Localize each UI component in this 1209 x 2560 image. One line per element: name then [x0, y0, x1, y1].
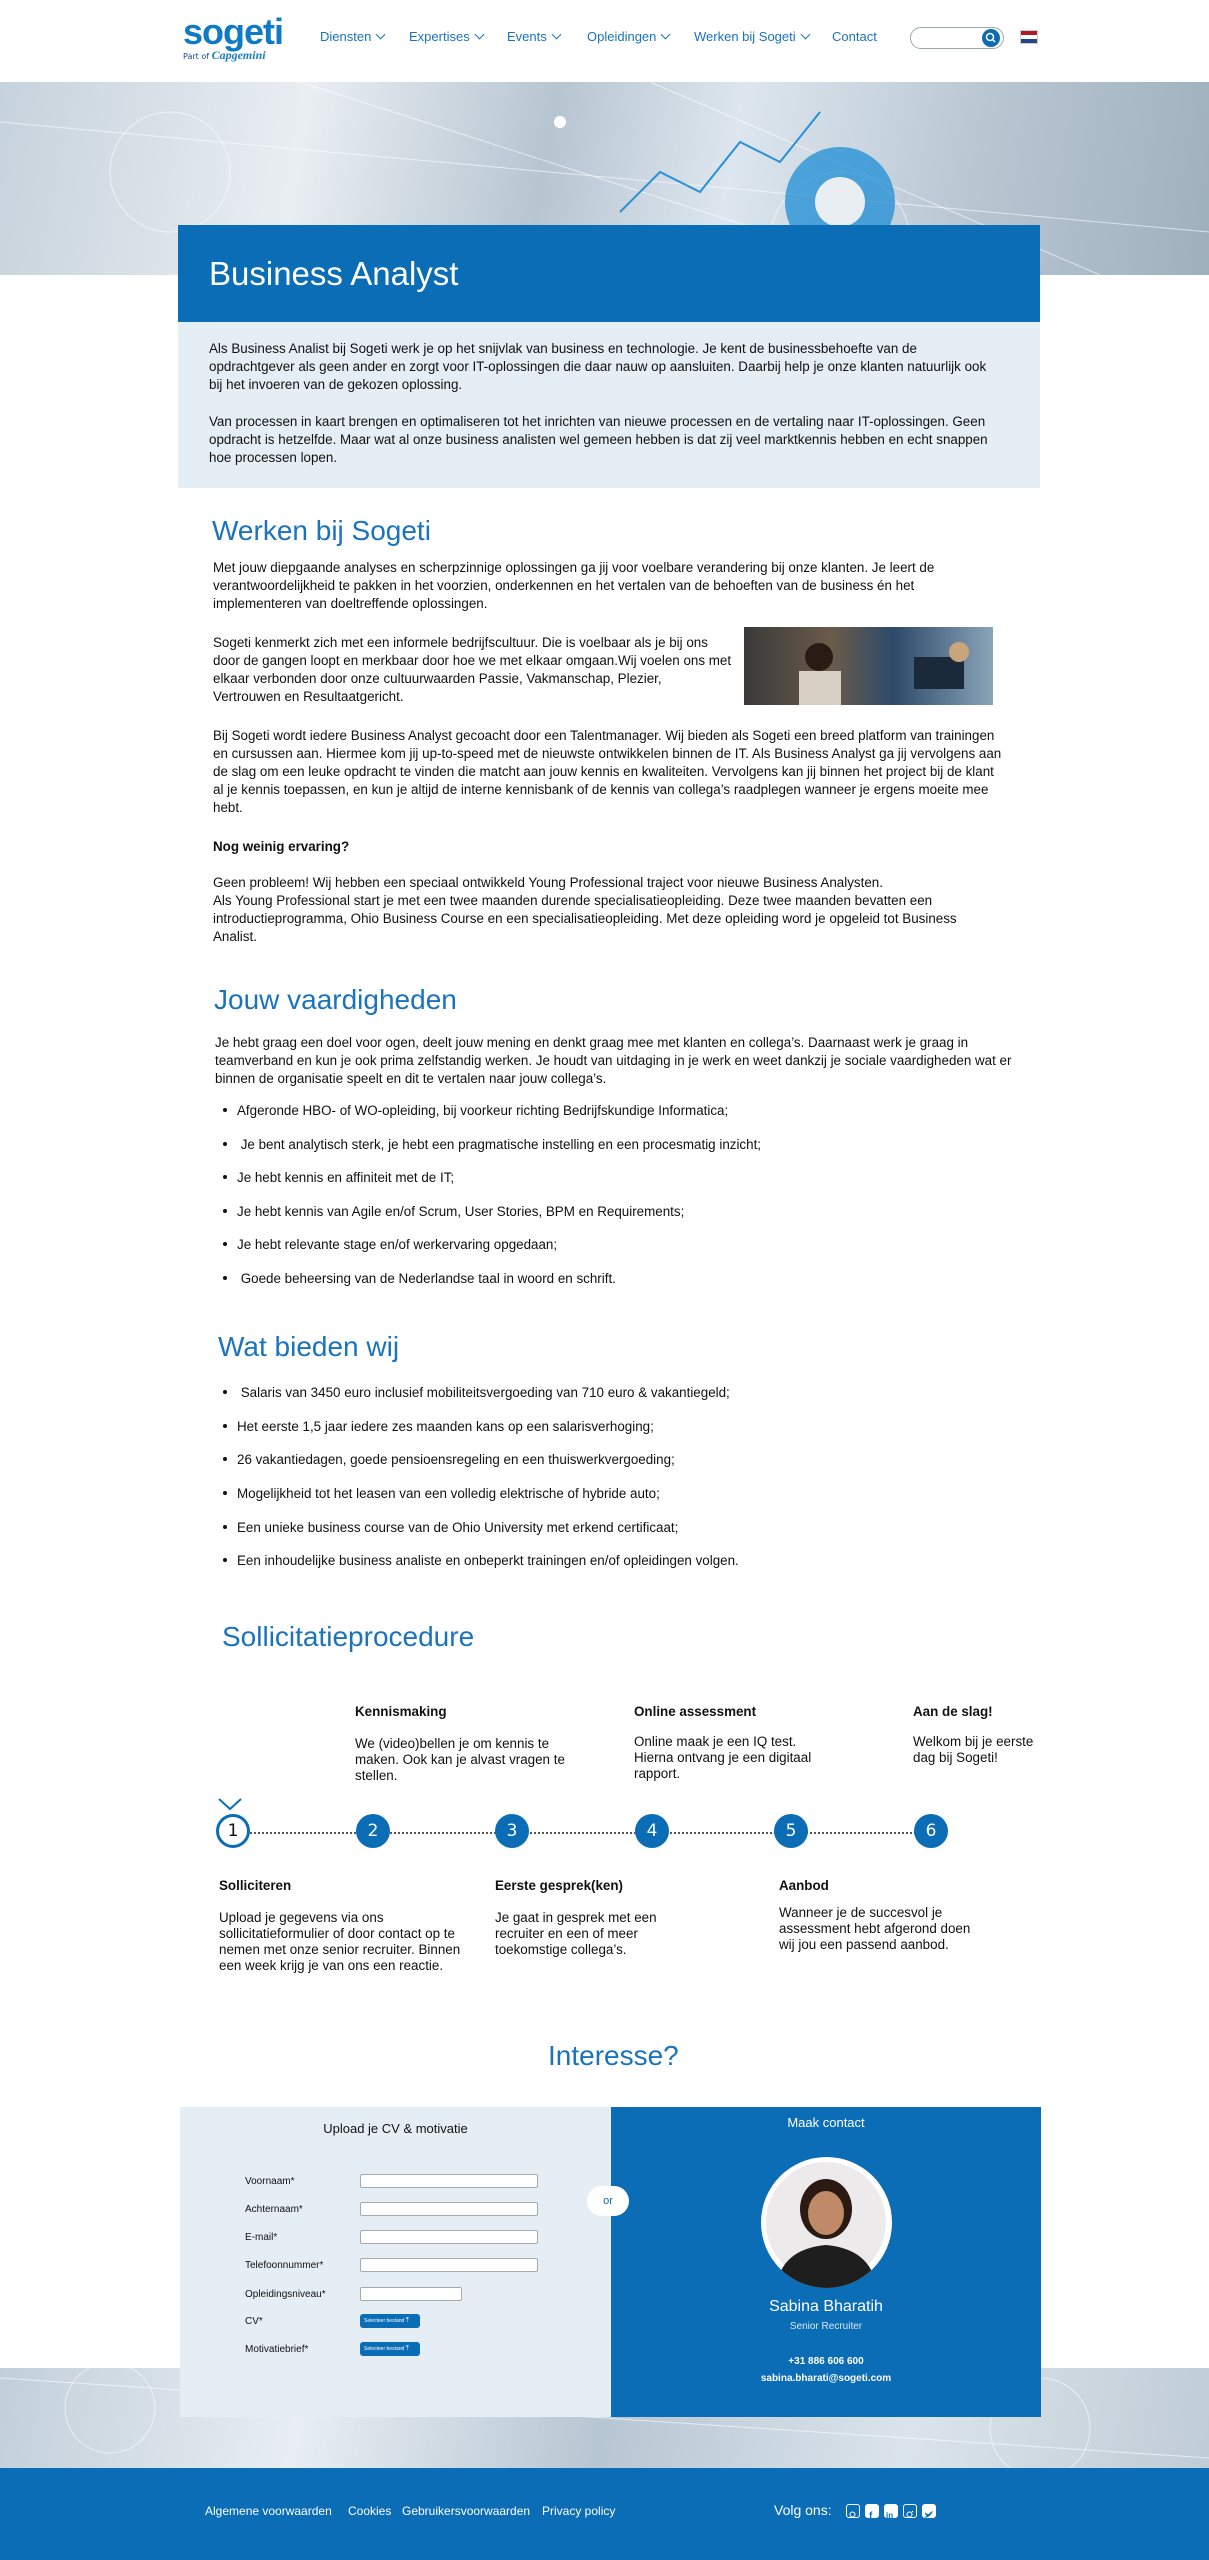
- bieden-heading: Wat bieden wij: [218, 1331, 400, 1362]
- werken-paragraph-1: Met jouw diepgaande analyses en scherpzinnige oplossingen ga jij voor voelbare verandering bij onze klanten. Je leert de verantwoordelijkheid te pakken in het voorzien, onderkennen en het vertalen van de behoeften van de business én het implementeren van doeltreffende oplossingen.: [213, 560, 935, 611]
- step-circle-1[interactable]: 1: [216, 1814, 250, 1848]
- footer-link-algemene-voorwaarden[interactable]: Algemene voorwaarden: [205, 2504, 332, 2518]
- step-title-3: Eerste gesprek(ken): [495, 1878, 624, 1893]
- list-item: Je hebt relevante stage en/of werkervaring opgedaan;: [223, 1237, 557, 1252]
- field-label-achternaam: Achternaam*: [245, 2204, 303, 2215]
- step-text-5: Wanneer je de succesvol je assessment hebt afgerond doen wij jou een passend aanbod.: [779, 1905, 971, 1952]
- upload-icon: ⤒: [405, 2317, 409, 2324]
- list-item: 26 vakantiedagen, goede pensioensregeling en een thuiswerkvergoeding;: [223, 1452, 675, 1467]
- procedure-heading: Sollicitatieprocedure: [222, 1621, 475, 1652]
- recruiter-portrait: [761, 2157, 892, 2288]
- contact-name: Sabina Bharatih: [769, 2298, 883, 2315]
- footer-link-cookies[interactable]: Cookies: [348, 2504, 392, 2518]
- svg-text:f: f: [869, 2511, 873, 2520]
- contact-title: Maak contact: [787, 2115, 865, 2130]
- voornaam-field[interactable]: [360, 2174, 538, 2188]
- list-item: Goede beheersing van de Nederlandse taal in woord en schrift.: [223, 1271, 616, 1286]
- werken-subheading: Nog weinig ervaring?: [213, 839, 350, 854]
- svg-text:in: in: [886, 2511, 894, 2520]
- werken-paragraph-3: Bij Sogeti wordt iedere Business Analyst gecoacht door een Talentmanager. Wij bieden als Sogeti een breed platform van trainingen en cursussen aan. Hiermee kom jij up-to-speed met de nieuwste ontwikkelen binnen de IT. Als Business Analyst ga jij vervolgens aan de slag om een leuke opdracht te vinden die matcht aan jouw kennis en kwaliteiten. Vervolgens kan jij binnen het project bij de klant al je kennis toepassen, en kun je altijd de interne kennisbank of de kennis van collega’s raadplegen wanneer je ergens moeite mee hebt.: [213, 728, 1002, 815]
- nav-werken-bij-sogeti[interactable]: Werken bij Sogeti: [694, 29, 809, 49]
- facebook-icon[interactable]: [865, 2504, 879, 2518]
- chevron-down-icon: [474, 30, 484, 40]
- step-text-6: Welkom bij je eerste dag bij Sogeti!: [913, 1734, 1034, 1765]
- step-circle-5[interactable]: 5: [774, 1814, 808, 1848]
- upload-icon: ⤒: [405, 2345, 409, 2352]
- nav-events[interactable]: Events: [507, 29, 560, 49]
- vaardigheden-heading: Jouw vaardigheden: [214, 984, 457, 1015]
- linkedin-icon[interactable]: [884, 2504, 898, 2518]
- werken-heading: Werken bij Sogeti: [212, 515, 431, 546]
- chevron-down-icon: [551, 30, 561, 40]
- chevron-down-icon: [376, 30, 386, 40]
- step-chevron-icon: [217, 1796, 243, 1810]
- step-circle-3[interactable]: 3: [495, 1814, 529, 1848]
- list-item: Je hebt kennis van Agile en/of Scrum, User Stories, BPM en Requirements;: [223, 1204, 684, 1219]
- team-photo: [744, 627, 993, 705]
- contact-email[interactable]: sabina.bharati@sogeti.com: [760, 2373, 892, 2384]
- logo-subline: Part of Capgemini: [183, 48, 266, 62]
- intro-paragraph-1: Als Business Analist bij Sogeti werk je op het snijvlak van business en technologie. Je kent de businessbehoefte van de opdrachtgever als geen ander en zorgt voor IT-oplossingen die daar nauw op aansluiten. Daarbij help je onze klanten natuurlijk ook bij het invoeren van de gekozen oplossing.: [209, 341, 987, 392]
- nav-contact[interactable]: Contact: [832, 29, 877, 44]
- step-text-1: Upload je gegevens via ons sollicitatieformulier of door contact op te nemen met onze senior recruiter. Binnen een week krijg je van ons een reactie.: [219, 1910, 461, 1973]
- list-item: Salaris van 3450 euro inclusief mobiliteitsvergoeding van 710 euro & vakantiegeld;: [223, 1385, 730, 1400]
- recruiter-avatar: [761, 2157, 892, 2288]
- step-title-4: Online assessment: [634, 1704, 757, 1719]
- list-item: Een inhoudelijke business analiste en onbeperkt trainingen en/of opleidingen volgen.: [223, 1553, 739, 1568]
- step-text-4: Online maak je een IQ test. Hierna ontvang je een digitaal rapport.: [634, 1734, 812, 1781]
- page-title-box: [178, 225, 1040, 322]
- chevron-down-icon: [800, 30, 810, 40]
- field-label-cv: CV*: [245, 2316, 263, 2327]
- contact-role: Senior Recruiter: [789, 2321, 863, 2332]
- list-item: Mogelijkheid tot het leasen van een volledig elektrische of hybride auto;: [223, 1486, 660, 1501]
- step-title-5: Aanbod: [779, 1878, 829, 1893]
- page-title: Business Analyst: [209, 255, 459, 292]
- footer-link-gebruikersvoorwaarden[interactable]: Gebruikersvoorwaarden: [402, 2504, 531, 2518]
- interesse-heading: Interesse?: [548, 2040, 679, 2071]
- werken-paragraph-4b: Als Young Professional start je met een twee maanden durende specialisatieopleiding. Deze twee maanden bevatten een introductieprogramma, Ohio Business Course en een specialisatieopleiding. Met deze opleiding word je opgeleid tot Business Analist.: [213, 893, 957, 944]
- instagram-camera-icon[interactable]: [903, 2504, 917, 2518]
- nav-expertises[interactable]: Expertises: [409, 29, 483, 49]
- intro-box: [178, 322, 1040, 488]
- contact-phone[interactable]: +31 886 606 600: [788, 2356, 864, 2367]
- field-label-telefoon: Telefoonnummer*: [245, 2260, 324, 2271]
- or-divider: or: [587, 2186, 629, 2216]
- intro-paragraph-2: Van processen in kaart brengen en optimaliseren tot het inrichten van nieuwe processen en de vertaling naar IT-oplossingen. Geen opdracht is hetzelfde. Maar wat al onze business analisten wel gemeen hebben is dat zij veel marktkennis hebben en echt snappen hoe processen lopen.: [209, 414, 988, 465]
- search-icon[interactable]: [982, 29, 1000, 47]
- vaardigheden-intro: Je hebt graag een doel voor ogen, deelt jouw mening en denkt graag mee met klanten en collega’s. Daarnaast werk je graag in teamverband en kun je ook prima zelfstandig werken. Je houdt van uitdaging in je werk en weet dankzij je sociale vaardigheden wat er binnen de organisatie speelt en dit te vertalen naar jouw collega’s.: [215, 1035, 1012, 1086]
- field-label-voornaam: Voornaam*: [245, 2176, 295, 2187]
- list-item: Afgeronde HBO- of WO-opleiding, bij voorkeur richting Bedrijfskundige Informatica;: [223, 1103, 728, 1118]
- field-label-motivatiebrief: Motivatiebrief*: [245, 2344, 309, 2355]
- motivatiebrief-upload-button[interactable]: Selecteer bestand ⤒: [360, 2342, 420, 2356]
- field-label-email: E-mail*: [245, 2232, 278, 2243]
- step-connector-line: [250, 1832, 940, 1834]
- twitter-icon[interactable]: [922, 2504, 936, 2518]
- nav-diensten[interactable]: Diensten: [320, 29, 384, 49]
- list-item: Je hebt kennis en affiniteit met de IT;: [223, 1170, 454, 1185]
- follow-label: Volg ons:: [774, 2502, 832, 2518]
- telefoon-field[interactable]: [360, 2258, 538, 2272]
- nav-opleidingen[interactable]: Opleidingen: [587, 29, 669, 49]
- email-field[interactable]: [360, 2230, 538, 2244]
- chevron-down-icon: [661, 30, 671, 40]
- logo-wordmark: sogeti: [183, 11, 284, 52]
- footer-link-privacy-policy[interactable]: Privacy policy: [542, 2504, 616, 2518]
- werken-paragraph-4a: Geen probleem! Wij hebben een speciaal ontwikkeld Young Professional traject voor nieuwe Business Analysten.: [213, 875, 883, 890]
- step-text-2: We (video)bellen je om kennis te maken. Ook kan je alvast vragen te stellen.: [355, 1736, 565, 1783]
- cv-upload-button[interactable]: Selecteer bestand ⤒: [360, 2314, 420, 2328]
- team-photo-illustration: [744, 627, 993, 705]
- step-title-6: Aan de slag!: [913, 1704, 993, 1719]
- sogeti-logo[interactable]: [183, 11, 284, 66]
- netherlands-flag-icon[interactable]: [1020, 30, 1038, 44]
- achternaam-field[interactable]: [360, 2202, 538, 2216]
- form-title: Upload je CV & motivatie: [323, 2121, 468, 2136]
- list-item: Het eerste 1,5 jaar iedere zes maanden kans op een salarisverhoging;: [223, 1419, 654, 1434]
- step-circle-4[interactable]: 4: [635, 1814, 669, 1848]
- opleidingsniveau-select[interactable]: [360, 2287, 462, 2301]
- werken-paragraph-2: Sogeti kenmerkt zich met een informele bedrijfscultuur. Die is voelbaar als je bij ons door de gangen loopt en merkbaar door hoe we met elkaar omgaan.Wij voelen ons met elkaar verbonden door onze cultuurwaarden Passie, Vakmanschap, Plezier, Vertrouwen en Resultaatgericht.: [213, 635, 732, 704]
- step-circle-6[interactable]: 6: [914, 1814, 948, 1848]
- step-title-2: Kennismaking: [355, 1704, 447, 1719]
- step-text-3: Je gaat in gesprek met een recruiter en een of meer toekomstige collega’s.: [495, 1910, 657, 1957]
- list-item: Je bent analytisch sterk, je hebt een pragmatische instelling en een procesmatig inzicht;: [223, 1137, 761, 1152]
- field-label-opleidingsniveau: Opleidingsniveau*: [245, 2289, 326, 2300]
- step-title-1: Solliciteren: [219, 1878, 292, 1893]
- instagram-icon[interactable]: [846, 2504, 860, 2518]
- list-item: Een unieke business course van de Ohio University met erkend certificaat;: [223, 1520, 678, 1535]
- step-circle-2[interactable]: 2: [356, 1814, 390, 1848]
